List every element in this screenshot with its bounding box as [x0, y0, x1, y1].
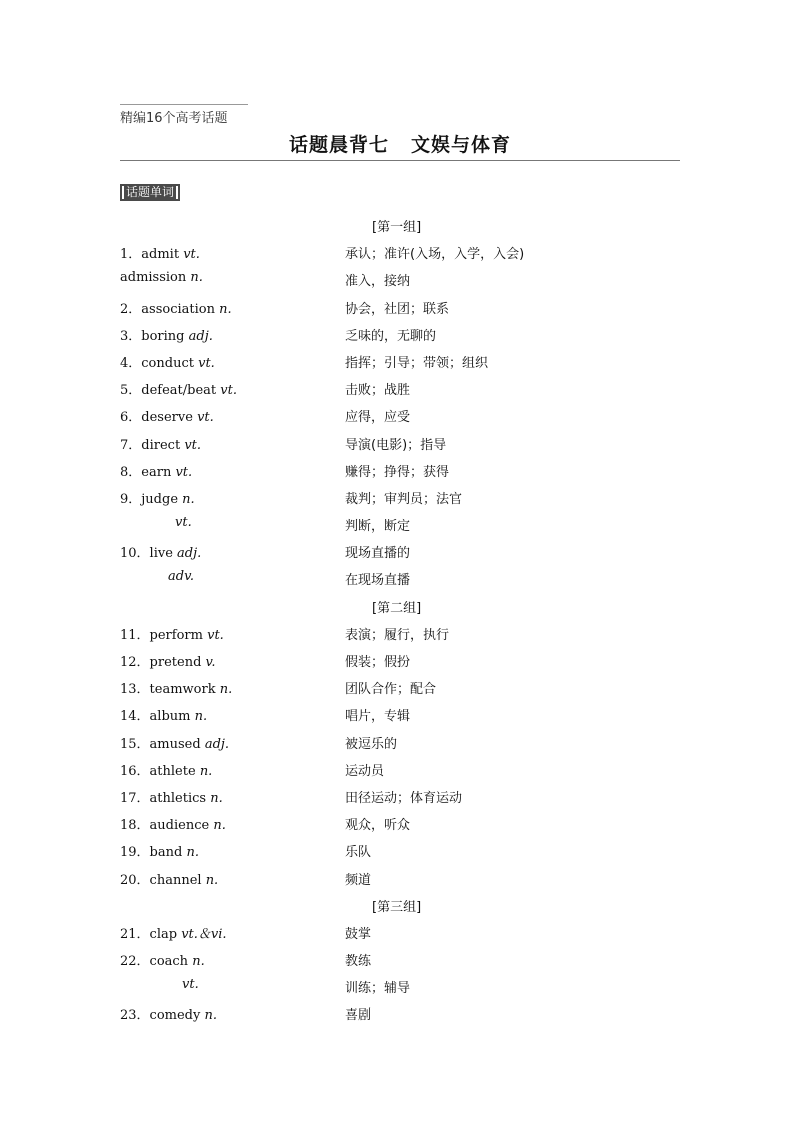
- vocab-entry: [0, 618, 794, 645]
- part-of-speech: vt.＆vi.: [181, 926, 227, 942]
- vocab-english: [120, 270, 203, 285]
- part-of-speech: vt.: [198, 355, 215, 371]
- vocab-word: coach: [149, 954, 189, 970]
- vocab-chinese: 训练；辅导: [345, 981, 411, 997]
- vocab-number: 21．: [120, 926, 150, 942]
- group-label: [第二组]: [372, 600, 422, 616]
- part-of-speech: adj.: [204, 736, 230, 752]
- vocab-english: [120, 733, 229, 752]
- vocab-word: athletics: [149, 790, 207, 806]
- vocab-entry: [0, 781, 794, 808]
- vocab-entry: [0, 754, 794, 781]
- vocab-word: admission: [120, 270, 187, 286]
- vocab-number: 11．: [120, 627, 150, 643]
- vocab-english: [120, 624, 224, 643]
- part-of-speech: n.: [182, 491, 195, 507]
- vocab-chinese: 赚得；挣得；获得: [345, 464, 450, 480]
- vocab-entry: [0, 808, 794, 835]
- vocab-english: [175, 515, 192, 530]
- series-rule: [120, 104, 248, 105]
- part-of-speech: n.: [199, 763, 213, 779]
- vocab-chinese: 准入，接纳: [345, 274, 411, 290]
- vocab-chinese: 鼓掌: [345, 926, 372, 942]
- vocab-word: judge: [141, 491, 179, 507]
- vocab-entry: [0, 346, 794, 373]
- vocab-english: [120, 678, 232, 697]
- vocab-chinese: 裁判；审判员；法官: [345, 491, 463, 507]
- group-heading: [0, 890, 794, 917]
- vocab-number: 20．: [120, 872, 150, 888]
- vocab-word: conduct: [141, 355, 194, 371]
- vocab-english: [120, 869, 218, 888]
- vocab-entry: [0, 971, 794, 998]
- group-heading: [0, 210, 794, 237]
- part-of-speech: vt.: [197, 410, 214, 426]
- vocab-english: [120, 434, 201, 453]
- group-heading: [0, 591, 794, 618]
- vocab-entry: [0, 863, 794, 890]
- vocab-number: 3．: [120, 328, 142, 344]
- vocab-chinese: 击败；战胜: [345, 383, 411, 399]
- vocab-entry: [0, 482, 794, 509]
- page-title: [120, 130, 680, 157]
- vocab-entry: [0, 998, 794, 1025]
- vocab-word: comedy: [149, 1008, 201, 1024]
- vocab-english: [120, 379, 237, 398]
- vocab-entry: [0, 699, 794, 726]
- vocab-number: 4．: [120, 355, 142, 371]
- vocab-chinese: 承认；准许(入场，入学，入会): [345, 247, 525, 263]
- vocab-word: admit: [141, 247, 180, 263]
- vocab-word: clap: [149, 926, 178, 942]
- vocab-word: album: [149, 709, 191, 725]
- series-label: 精编16个高考话题: [120, 111, 228, 126]
- vocab-number: 10．: [120, 546, 150, 562]
- vocab-chinese: 教练: [345, 954, 372, 970]
- vocab-number: 9．: [120, 491, 142, 507]
- vocab-word: live: [149, 546, 173, 562]
- part-of-speech: v.: [205, 655, 216, 670]
- vocab-english: [120, 461, 192, 480]
- vocab-english: [120, 705, 207, 724]
- vocab-number: 18．: [120, 818, 150, 834]
- part-of-speech: adj.: [177, 546, 202, 562]
- vocab-chinese: 乏味的，无聊的: [345, 328, 437, 344]
- vocab-word: earn: [141, 464, 172, 480]
- vocab-chinese: 应得，应受: [345, 410, 411, 426]
- vocab-chinese: 频道: [345, 872, 372, 888]
- title-part-1: 话题晨背七: [288, 134, 389, 156]
- group-label: [第一组]: [372, 220, 422, 235]
- vocab-number: 22．: [120, 954, 150, 970]
- vocab-chinese: 田径运动；体育运动: [345, 790, 463, 806]
- vocab-entry: [0, 727, 794, 754]
- vocab-entry: [0, 264, 794, 291]
- vocab-english: [120, 243, 200, 262]
- vocab-entry: [0, 944, 794, 971]
- vocab-english: [120, 406, 214, 425]
- part-of-speech: n.: [204, 1008, 217, 1024]
- vocab-entry: [0, 645, 794, 672]
- vocab-entry: [0, 292, 794, 319]
- vocab-english: [120, 950, 205, 969]
- vocab-english: [120, 488, 195, 507]
- vocab-english: [120, 1004, 217, 1023]
- vocab-number: 5．: [120, 383, 142, 399]
- vocab-number: 14．: [120, 709, 150, 725]
- vocab-chinese: 现场直播的: [345, 546, 411, 562]
- vocab-english: [120, 787, 223, 806]
- part-of-speech: vt.: [182, 977, 199, 993]
- vocab-number: 15．: [120, 736, 150, 752]
- part-of-speech: n.: [219, 682, 233, 698]
- vocab-word: deserve: [141, 410, 193, 426]
- vocab-chinese: 指挥；引导；带领；组织: [345, 355, 489, 371]
- vocab-list: [0, 210, 794, 1026]
- vocab-english: [120, 923, 227, 942]
- part-of-speech: vt.: [183, 247, 200, 263]
- vocab-english: [120, 325, 213, 344]
- vocab-entry: [0, 319, 794, 346]
- part-of-speech: adv.: [168, 569, 195, 585]
- part-of-speech: adj.: [188, 328, 213, 344]
- vocab-chinese: 导演(电影)；指导: [345, 437, 447, 453]
- vocab-word: channel: [149, 872, 202, 888]
- vocab-english: [120, 814, 226, 833]
- title-rule: [120, 160, 680, 161]
- vocab-chinese: 唱片，专辑: [345, 709, 411, 725]
- vocab-entry: [0, 428, 794, 455]
- part-of-speech: vt.: [175, 464, 193, 480]
- vocab-number: 8．: [120, 464, 142, 480]
- vocab-number: 23．: [120, 1008, 150, 1024]
- part-of-speech: n.: [190, 270, 203, 286]
- vocab-word: association: [141, 301, 215, 317]
- vocab-english: [120, 298, 232, 317]
- vocab-chinese: 表演；履行，执行: [345, 627, 450, 643]
- vocab-chinese: 观众，听众: [345, 818, 411, 834]
- vocab-chinese: 在现场直播: [345, 573, 411, 589]
- vocab-word: perform: [149, 627, 203, 643]
- part-of-speech: n.: [205, 872, 219, 888]
- vocab-english: [120, 760, 212, 779]
- vocab-english: [182, 977, 199, 992]
- vocab-entry: [0, 917, 794, 944]
- part-of-speech: vt.: [220, 383, 237, 399]
- vocab-entry: [0, 536, 794, 563]
- vocab-chinese: 喜剧: [345, 1008, 372, 1024]
- part-of-speech: n.: [194, 709, 208, 725]
- group-label: [第三组]: [372, 899, 422, 915]
- section-badge: 话题单词: [120, 184, 180, 201]
- vocab-entry: [0, 835, 794, 862]
- vocab-english: [120, 651, 215, 670]
- vocab-entry: [0, 400, 794, 427]
- part-of-speech: n.: [219, 301, 232, 317]
- vocab-chinese: 判断，断定: [345, 519, 411, 535]
- vocab-number: 19．: [120, 845, 150, 861]
- vocab-number: 13．: [120, 682, 150, 698]
- vocab-number: 16．: [120, 763, 150, 779]
- vocab-number: 12．: [120, 655, 150, 670]
- vocab-english: [120, 542, 201, 561]
- vocab-entry: [0, 373, 794, 400]
- part-of-speech: vt.: [175, 515, 192, 531]
- part-of-speech: vt.: [184, 437, 202, 453]
- vocab-word: boring: [141, 328, 185, 344]
- vocab-number: 7．: [120, 437, 142, 453]
- vocab-entry: [0, 455, 794, 482]
- vocab-entry: [0, 672, 794, 699]
- vocab-chinese: 乐队: [345, 845, 372, 861]
- vocab-word: band: [149, 845, 183, 861]
- vocab-chinese: 协会，社团；联系: [345, 301, 450, 317]
- vocab-chinese: 运动员: [345, 763, 385, 779]
- vocab-number: 6．: [120, 410, 142, 426]
- vocab-english: [168, 569, 194, 584]
- vocab-word: defeat/beat: [141, 383, 217, 399]
- vocab-word: amused: [149, 736, 201, 752]
- vocab-word: teamwork: [149, 682, 216, 698]
- vocab-word: audience: [149, 818, 210, 834]
- vocab-number: 17．: [120, 790, 150, 806]
- vocab-entry: [0, 563, 794, 590]
- vocab-word: pretend: [149, 655, 202, 670]
- vocab-number: 1．: [120, 247, 142, 263]
- vocab-number: 2．: [120, 301, 142, 317]
- vocab-word: direct: [141, 437, 181, 453]
- vocab-word: athlete: [149, 763, 196, 779]
- title-part-2: 文娱与体育: [411, 134, 512, 156]
- vocab-chinese: 团队合作；配合: [345, 682, 437, 698]
- vocab-chinese: 假装；假扮: [345, 655, 411, 670]
- part-of-speech: n.: [213, 818, 226, 834]
- vocab-english: [120, 352, 215, 371]
- part-of-speech: n.: [210, 790, 223, 806]
- vocab-entry: [0, 509, 794, 536]
- part-of-speech: n.: [192, 954, 205, 970]
- part-of-speech: n.: [186, 845, 199, 861]
- part-of-speech: vt.: [207, 627, 224, 643]
- vocab-english: [120, 841, 199, 860]
- vocab-entry: [0, 237, 794, 264]
- vocab-chinese: 被逗乐的: [345, 736, 398, 752]
